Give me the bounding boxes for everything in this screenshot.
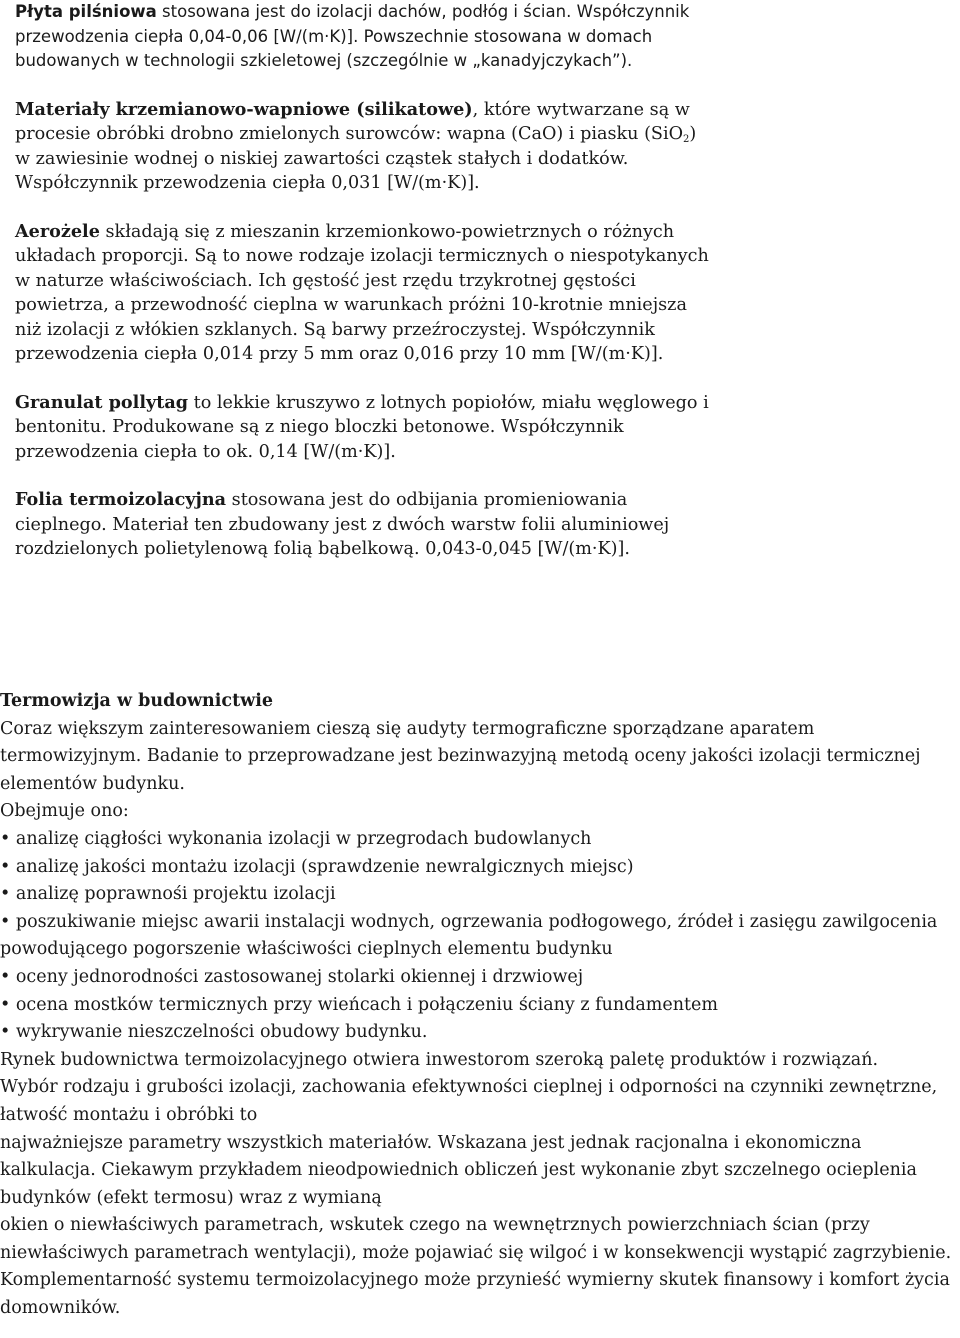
closing-paragraph-1: Rynek budownictwa termoizolacyjnego otwiera inwestorom szeroką paletę produktów i rozwiązań. xyxy=(0,1049,879,1070)
bullet-item: • analizę jakości montażu izolacji (sprawdzenie newralgicznych miejsc) xyxy=(0,854,960,882)
section-title: Termowizja w budownictwie xyxy=(0,691,274,711)
paragraph-aerozele xyxy=(15,220,715,367)
lead-plyta-pilsniowa: Płyta pilśniowa xyxy=(15,2,157,21)
bullet-item: • ocena mostków termicznych przy wieńcach i połączeniu ściany z fundamentem xyxy=(0,992,960,1020)
bullet-item: • analizę poprawnośi projektu izolacji xyxy=(0,881,960,909)
paragraph-folia xyxy=(15,488,715,562)
lead-granulat: Granulat pollytag xyxy=(15,391,189,413)
bullet-item: • poszukiwanie miejsc awarii instalacji wodnych, ogrzewania podłogowego, źródeł i zasięgu zawilgocenia powodującego pogorszenie właściwości cieplnych elementu budynku xyxy=(0,909,960,964)
paragraph-granulat xyxy=(15,391,715,465)
bullet-item: • wykrywanie nieszczelności obudowy budynku. xyxy=(0,1019,960,1047)
text-granulat: to lekkie kruszywo z lotnych popiołów, miału węglowego i bentonitu. Produkowane są z niego bloczki betonowe. Współczynnik przewodzenia ciepła to ok. 0,14 [W/(m·K)]. xyxy=(15,392,709,462)
closing-paragraph-3: najważniejsze parametry wszystkich materiałów. Wskazana jest jednak racjonalna i ekonomiczna kalkulacja. Ciekawym przykładem nieodpowiednich obliczeń jest wykonanie zbyt szczelnego ocieplenia budynków (efekt termosu) wraz z wymianą xyxy=(0,1132,917,1208)
closing-paragraph-2: Wybór rodzaju i grubości izolacji, zachowania efektywności cieplnej i odporności na czynniki zewnętrzne, łatwość montażu i obróbki to xyxy=(0,1077,938,1125)
text-plyta-pilsniowa: stosowana jest do izolacji dachów, podłóg i ścian. Współczynnik przewodzenia ciepła 0,04-0,06 [W/(m·K)]. Powszechnie stosowana w domach budowanych w technologii szkieletowej (szczególnie w „kanadyjczykach”). xyxy=(15,2,690,70)
bullet-item: • oceny jednorodności zastosowanej stolarki okiennej i drzwiowej xyxy=(0,964,960,992)
text-silikat-a: , które wytwarzane są w procesie obróbki drobno zmielonych surowców: wapna (CaO) i piasku (SiO xyxy=(15,99,690,144)
materials-list xyxy=(0,0,715,562)
paragraph-silikat xyxy=(15,98,715,196)
section-intro: Coraz większym zainteresowaniem cieszą się audyty termograficzne sporządzane aparatem termowizyjnym. Badanie to przeprowadzane jest bezinwazyjną metodą oceny jakości izolacji termicznej elementów budynku. xyxy=(0,718,921,794)
lead-silikat: Materiały krzemianowo-wapniowe (silikatowe) xyxy=(15,98,473,120)
closing-paragraph-4: okien o niewłaściwych parametrach, wskutek czego na wewnętrznych powierzchniach ścian (przy niewłaściwych parametrach wentylacji), może pojawiać się wilgoć i w konsekwencji wystąpić zagrzybienie. Komplementarność systemu termoizolacyjnego może przynieść wymierny skutek finansowy i komfort życia domowników. xyxy=(0,1215,952,1319)
text-silikat-b: ) w zawiesinie wodnej o niskiej zawartości cząstek stałych i dodatków. Współczynnik przewodzenia ciepła 0,031 [W/(m·K)]. xyxy=(15,124,697,193)
text-folia: stosowana jest do odbijania promieniowania cieplnego. Materiał ten zbudowany jest z dwóch warstw folii aluminiowej rozdzielonych polietylenową folią bąbelkową. 0,043-0,045 [W/(m·K)]. xyxy=(15,490,670,559)
paragraph-plyta-pilsniowa xyxy=(15,0,715,74)
termowizja-section xyxy=(0,688,960,1323)
subscript-2: 2 xyxy=(683,134,690,145)
lead-aerozele: Aerożele xyxy=(15,220,100,242)
bullet-item: • analizę ciągłości wykonania izolacji w przegrodach budowlanych xyxy=(0,826,960,854)
lead-folia: Folia termoizolacyjna xyxy=(15,489,227,510)
text-aerozele: składają się z mieszanin krzemionkowo-powietrznych o różnych układach proporcji. Są to nowe rodzaje izolacji termicznych o niespotykanych w naturze właściwościach. Ich gęstość jest rzędu trzykrotnej gęstości powietrza, a przewodność cieplna w warunkach próżni 10-krotnie mniejsza niż izolacji z włókien szklanych. Są barwy przeźroczystej. Współczynnik przewodzenia ciepła 0,014 przy 5 mm oraz 0,016 przy 10 mm [W/(m·K)]. xyxy=(15,221,709,364)
obejmuje-label: Obejmuje ono: xyxy=(0,801,129,822)
